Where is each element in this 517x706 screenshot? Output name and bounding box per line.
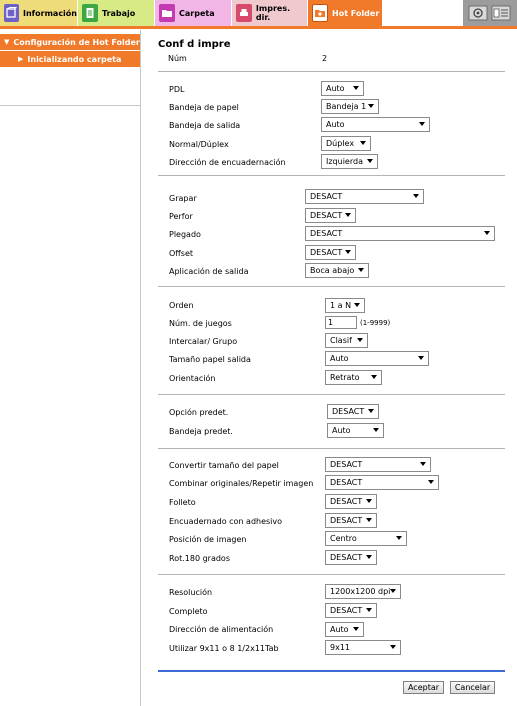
folder-icon [159, 4, 175, 22]
feed-direction-select[interactable] [325, 622, 364, 637]
resolution-label: Resolución [169, 588, 213, 597]
default-option-select[interactable] [327, 404, 379, 419]
combine-label: Combinar originales/Repetir imagen [169, 479, 314, 488]
cancel-button[interactable]: Cancelar [450, 681, 495, 694]
triangle-right-icon: ▶ [18, 55, 24, 63]
section-divider [158, 71, 505, 72]
dropdown-arrow-icon [368, 409, 374, 413]
convert-size-label: Convertir tamaño del papel [169, 461, 279, 470]
tab-label: Impres. dir. [255, 4, 291, 22]
section-divider [158, 574, 505, 575]
resolution-select[interactable] [325, 584, 401, 599]
collate-label: Intercalar/ Grupo [169, 337, 238, 346]
fold-select[interactable] [305, 226, 495, 241]
footer-divider [158, 670, 505, 672]
num-label: Núm [168, 54, 187, 63]
offset-select[interactable] [305, 245, 356, 260]
perfect-bind-value: DESACT [330, 516, 363, 525]
tab-label: Información [22, 8, 77, 18]
booklet-value: DESACT [330, 497, 363, 506]
dropdown-arrow-icon [353, 86, 359, 90]
dropdown-arrow-icon [373, 428, 379, 432]
output-tray-value: Auto [326, 120, 345, 129]
complete-value: DESACT [330, 606, 363, 615]
image-position-select[interactable] [325, 531, 407, 546]
feed-direction-value: Auto [330, 625, 349, 634]
order-value: 1 a N [330, 301, 352, 310]
dropdown-arrow-icon [420, 462, 426, 466]
dropdown-arrow-icon [371, 375, 377, 379]
perfect-bind-select[interactable] [325, 513, 377, 528]
rotate-label: Rot.180 grados [169, 554, 230, 563]
complete-select[interactable] [325, 603, 377, 618]
output-tray-select[interactable] [321, 117, 430, 132]
tab-paper-select[interactable] [325, 640, 401, 655]
tab-trabajo[interactable] [78, 0, 154, 26]
sidebar-item-inicializando[interactable] [0, 51, 140, 67]
sidebar-header-label: Configuración de Hot Folder [13, 37, 140, 47]
dropdown-arrow-icon [358, 268, 364, 272]
perfect-bind-label: Encuadernado con adhesivo [169, 517, 283, 526]
pdl-label: PDL [169, 85, 185, 94]
main-panel [141, 30, 517, 706]
paper-size-value: Auto [330, 354, 349, 363]
sets-input[interactable]: 1 [325, 316, 357, 329]
tab-paper-label: Utilizar 9x11 o 8 1/2x11Tab [169, 644, 279, 653]
sidebar-divider [0, 105, 140, 106]
punch-label: Perfor [169, 212, 193, 221]
staple-label: Grapar [169, 194, 197, 203]
duplex-label: Normal/Dúplex [169, 140, 229, 149]
offset-value: DESACT [310, 248, 343, 257]
dropdown-arrow-icon [368, 104, 374, 108]
page-title: Conf d impre [158, 39, 231, 50]
order-select[interactable] [325, 298, 365, 313]
tab-impres-dir[interactable] [232, 0, 307, 26]
tab-hot-folder[interactable] [308, 0, 382, 26]
sets-label: Núm. de juegos [169, 319, 232, 328]
sidebar [0, 30, 141, 706]
paper-tray-value: Bandeja 1 [326, 102, 367, 111]
tab-paper-value: 9x11 [330, 643, 351, 652]
sets-range-hint: (1-9999) [360, 319, 391, 327]
section-divider [158, 286, 505, 287]
dropdown-arrow-icon [353, 627, 359, 631]
sidebar-item-label: Inicializando carpeta [27, 54, 122, 64]
pdl-select[interactable] [321, 81, 364, 96]
info-cube-icon [4, 4, 19, 22]
convert-size-select[interactable] [325, 457, 431, 472]
paper-tray-label: Bandeja de papel [169, 103, 239, 112]
rotate-value: DESACT [330, 553, 363, 562]
default-tray-value: Auto [332, 426, 351, 435]
dropdown-arrow-icon [366, 608, 372, 612]
collate-value: Clasif [330, 336, 352, 345]
offset-label: Offset [169, 249, 194, 258]
triangle-down-icon: ▼ [4, 38, 10, 46]
pdl-value: Auto [326, 84, 345, 93]
booklet-label: Folleto [169, 498, 196, 507]
default-option-value: DESACT [332, 407, 365, 416]
binding-value: Izquierda [326, 157, 363, 166]
dropdown-arrow-icon [419, 122, 425, 126]
fold-value: DESACT [310, 229, 343, 238]
top-tab-bar [0, 0, 517, 26]
tab-label: Trabajo [102, 8, 136, 18]
machine-settings-icon[interactable] [468, 5, 488, 21]
tab-informacion[interactable] [0, 0, 77, 26]
utility-buttons [463, 0, 517, 26]
duplex-select[interactable] [321, 136, 371, 151]
orientation-label: Orientación [169, 374, 216, 383]
default-tray-select[interactable] [327, 423, 384, 438]
tab-label: Hot Folder [332, 8, 380, 18]
combine-value: DESACT [330, 478, 363, 487]
section-divider [158, 175, 505, 176]
dropdown-arrow-icon [390, 645, 396, 649]
staple-value: DESACT [310, 192, 343, 201]
dropdown-arrow-icon [345, 213, 351, 217]
tab-carpeta[interactable] [155, 0, 231, 26]
dropdown-arrow-icon [345, 250, 351, 254]
dropdown-arrow-icon [484, 231, 490, 235]
dropdown-arrow-icon [354, 303, 360, 307]
dropdown-arrow-icon [366, 518, 372, 522]
orientation-select[interactable] [325, 370, 382, 385]
tab-label: Carpeta [179, 8, 215, 18]
dropdown-arrow-icon [428, 480, 434, 484]
complete-label: Completo [169, 607, 208, 616]
booklet-select[interactable] [325, 494, 377, 509]
paper-size-label: Tamaño papel salida [169, 355, 251, 364]
resolution-value: 1200x1200 dpi [330, 587, 391, 596]
dropdown-arrow-icon [390, 589, 396, 593]
rotate-select[interactable] [325, 550, 377, 565]
output-app-select[interactable] [305, 263, 369, 278]
display-toggle-icon[interactable] [491, 5, 511, 21]
combine-select[interactable] [325, 475, 439, 490]
dropdown-arrow-icon [357, 338, 363, 342]
collate-select[interactable] [325, 333, 368, 348]
section-divider [158, 448, 505, 449]
default-option-label: Opción predet. [169, 408, 229, 417]
paper-size-select[interactable] [325, 351, 429, 366]
punch-select[interactable] [305, 208, 356, 223]
default-tray-label: Bandeja predet. [169, 427, 233, 436]
binding-select[interactable] [321, 154, 378, 169]
staple-select[interactable] [305, 189, 424, 204]
output-app-label: Aplicación de salida [169, 267, 249, 276]
output-tray-label: Bandeja de salida [169, 121, 241, 130]
image-position-label: Posición de imagen [169, 535, 247, 544]
binding-label: Dirección de encuadernación [169, 158, 286, 167]
section-divider [158, 394, 505, 395]
paper-tray-select[interactable] [321, 99, 379, 114]
order-label: Orden [169, 301, 194, 310]
fold-label: Plegado [169, 230, 201, 239]
accept-button[interactable]: Aceptar [403, 681, 444, 694]
job-document-icon [82, 4, 98, 22]
num-value: 2 [322, 54, 328, 63]
punch-value: DESACT [310, 211, 343, 220]
hot-folder-icon [312, 4, 328, 22]
direct-print-icon [236, 4, 252, 22]
orientation-value: Retrato [330, 373, 360, 382]
image-position-value: Centro [330, 534, 357, 543]
feed-direction-label: Dirección de alimentación [169, 625, 274, 634]
dropdown-arrow-icon [396, 536, 402, 540]
dropdown-arrow-icon [366, 499, 372, 503]
convert-size-value: DESACT [330, 460, 363, 469]
dropdown-arrow-icon [367, 159, 373, 163]
sidebar-header[interactable] [0, 34, 140, 50]
duplex-value: Dúplex [326, 139, 355, 148]
tab-underline [0, 26, 517, 29]
dropdown-arrow-icon [418, 356, 424, 360]
dropdown-arrow-icon [360, 141, 366, 145]
dropdown-arrow-icon [413, 194, 419, 198]
dropdown-arrow-icon [366, 555, 372, 559]
output-app-value: Boca abajo [310, 266, 355, 275]
